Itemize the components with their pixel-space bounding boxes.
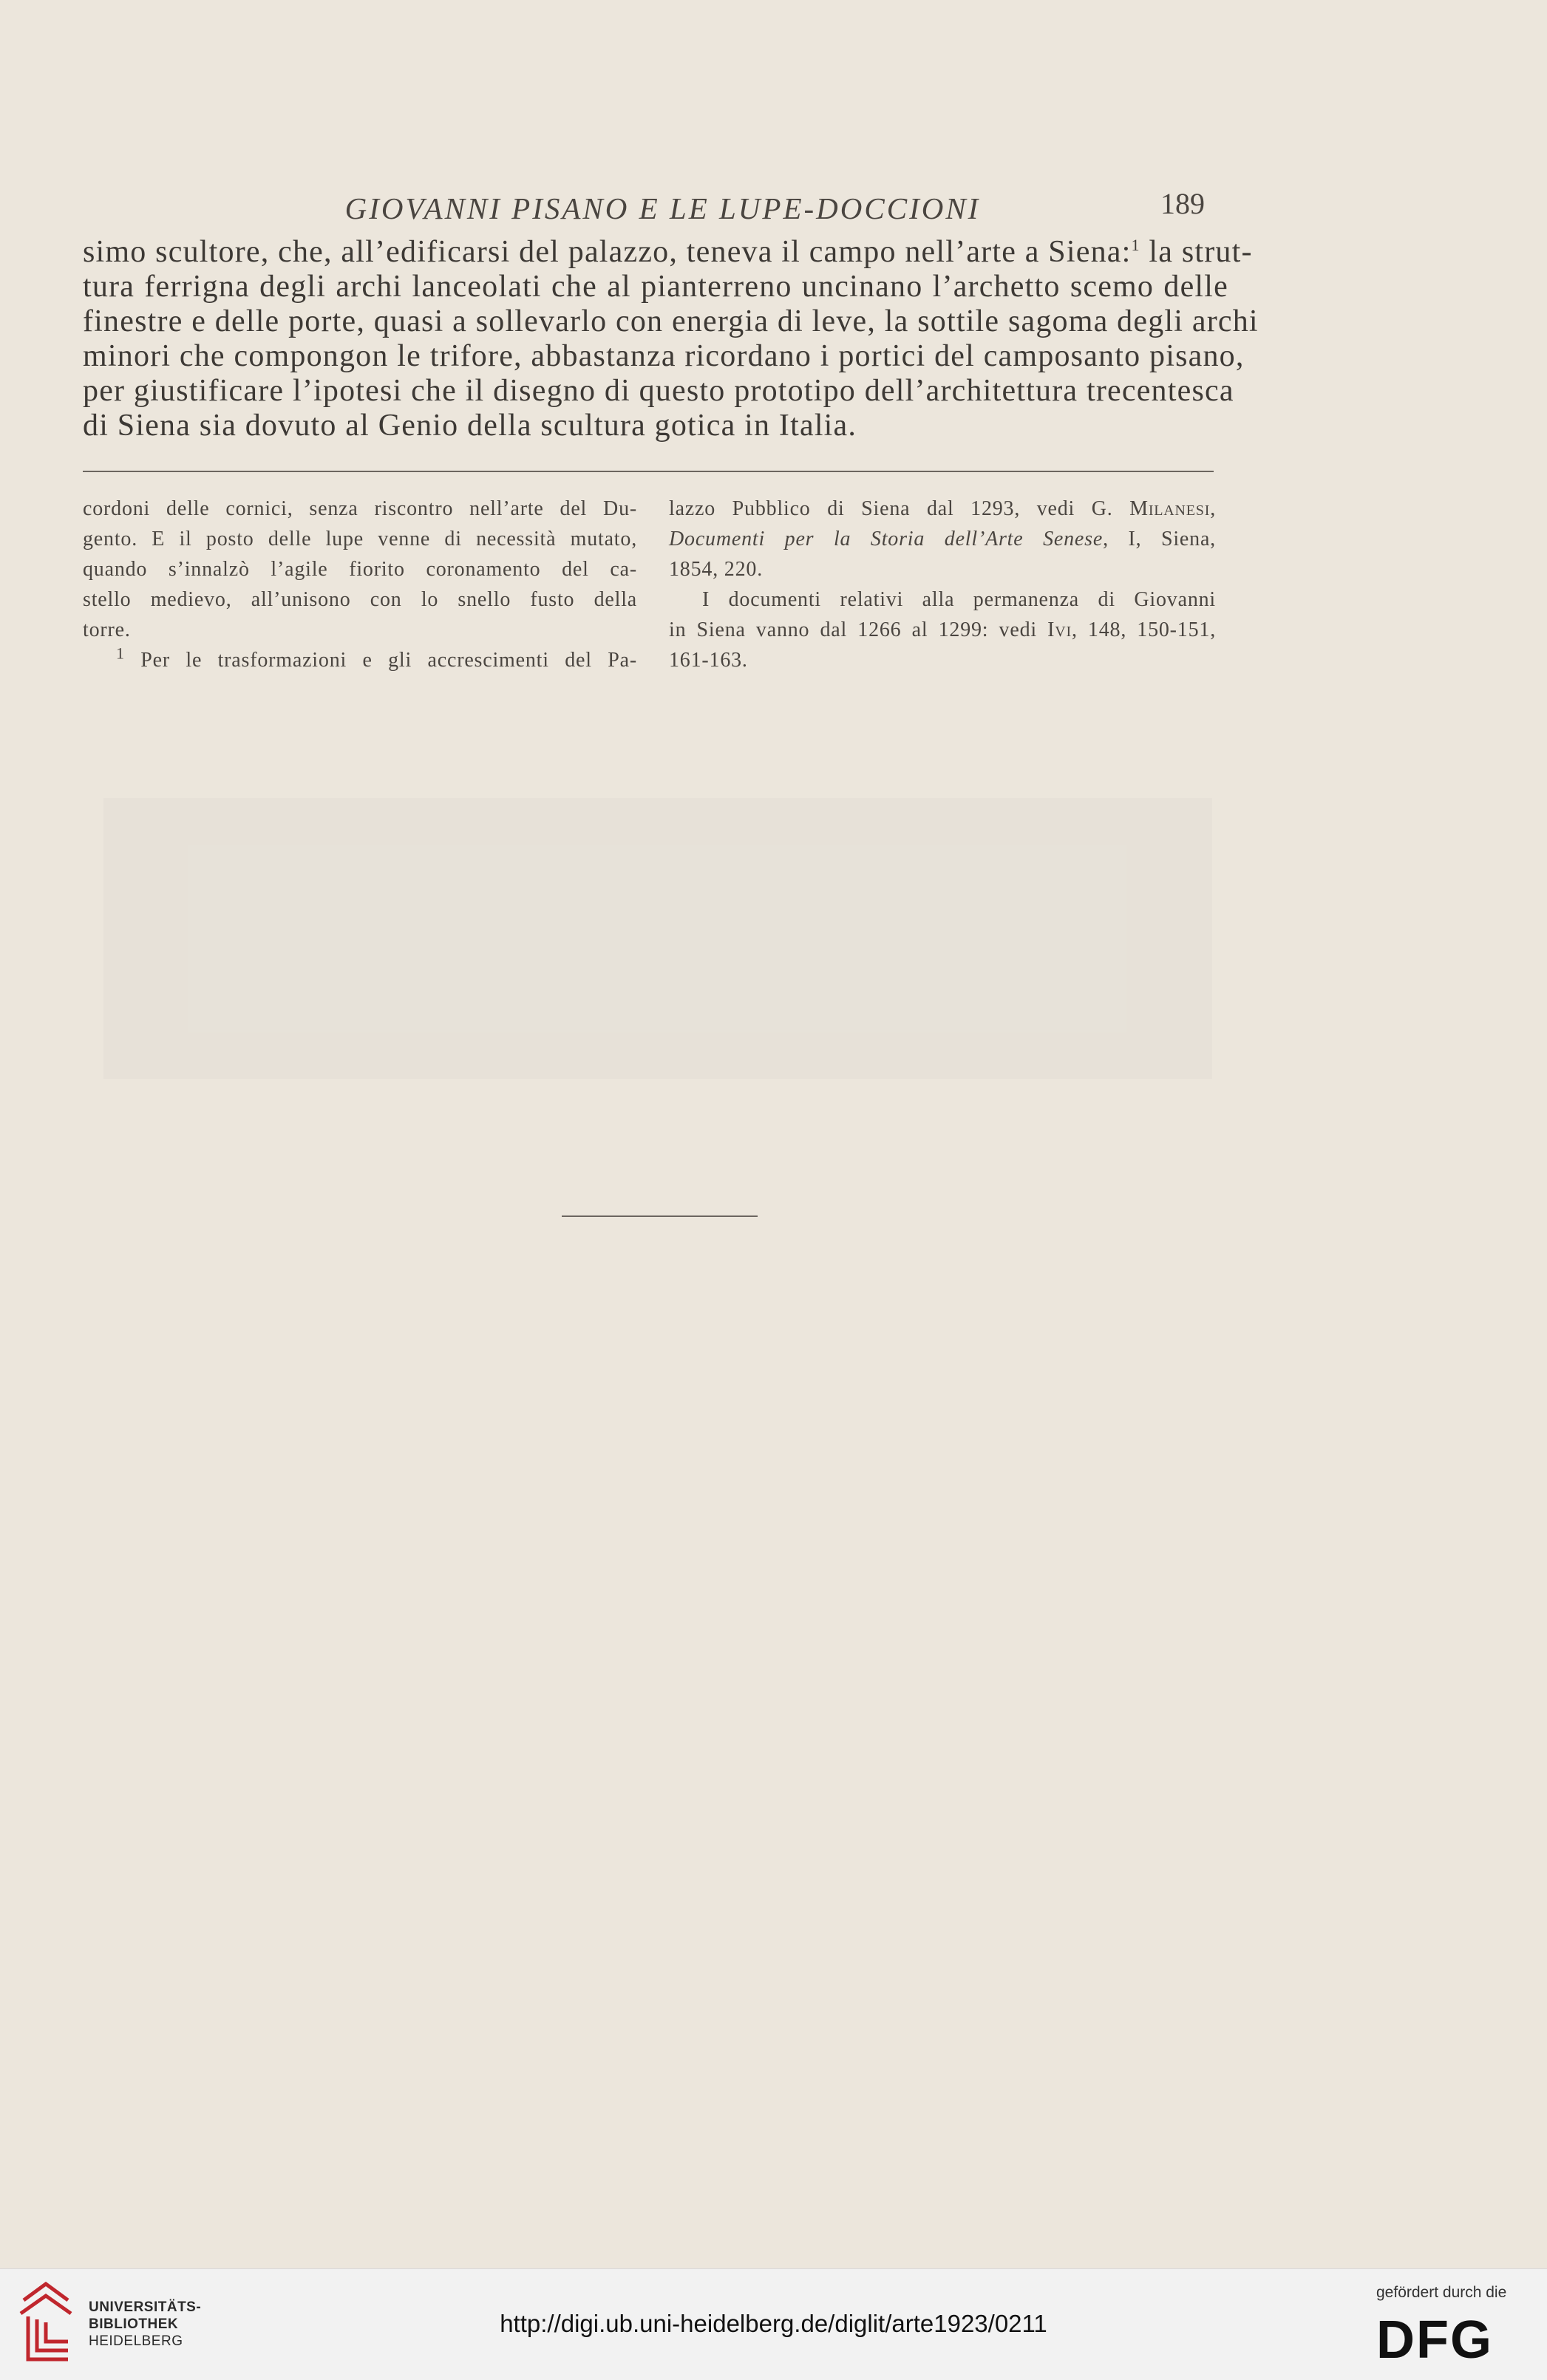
- footnote-line: torre.: [83, 618, 131, 641]
- body-line: finestre e delle porte, quasi a sollevarlo con energia di leve, la sottile sagoma degli archi: [83, 304, 1259, 338]
- dfg-logo-icon: [1376, 2313, 1524, 2365]
- footnote-line: Documenti per la Storia dell’Arte Senese, I, Siena,: [669, 528, 1216, 550]
- footnote-line: lazzo Pubblico di Siena dal 1293, vedi G. Milanesi,: [669, 497, 1216, 520]
- running-title: GIOVANNI PISANO E LE LUPE-DOCCIONI: [344, 191, 981, 225]
- body-paragraph: [83, 235, 1259, 443]
- dfg-logo-text: DFG: [1376, 2313, 1493, 2365]
- section-rule: [562, 1215, 758, 1217]
- footnote-line: quando s’innalzò l’agile fiorito coronamento del ca-: [83, 558, 637, 581]
- viewer-footer: [0, 2268, 1547, 2380]
- footnote-line: 161-163.: [669, 649, 748, 672]
- body-line: tura ferrigna degli archi lanceolati che al pianterreno uncinano l’archetto scemo delle: [83, 270, 1228, 304]
- page-number: 189: [1160, 187, 1205, 220]
- library-name: UNIVERSITÄTS- BIBLIOTHEK HEIDELBERG: [89, 2299, 202, 2349]
- funding-label: gefördert durch die: [1376, 2284, 1507, 2301]
- ibid-reference: Ivi: [1047, 618, 1072, 641]
- body-line: simo scultore, che, all’edificarsi del palazzo, teneva il campo nell’arte a Siena:$^1$ la strut-: [83, 235, 1253, 269]
- footnote-line: $^1$ Per le trasformazioni e gli accrescimenti del Pa-: [116, 644, 637, 672]
- footnote-line: gento. E il posto delle lupe venne di necessità mutato,: [83, 528, 637, 550]
- footnotes-right-column: [669, 494, 1216, 675]
- book-title: Documenti per la Storia dell’Arte Senese: [669, 528, 1104, 550]
- footnote-line: I documenti relativi alla permanenza di Giovanni: [702, 588, 1216, 611]
- footnote-line: cordoni delle cornici, senza riscontro nell’arte del Du-: [83, 497, 637, 520]
- body-line: per giustificare l’ipotesi che il disegno di questo prototipo dell’architettura trecentesca: [83, 374, 1234, 408]
- body-line: minori che compongon le trifore, abbastanza ricordano i portici del camposanto pisano,: [83, 339, 1245, 373]
- permalink-url[interactable]: http://digi.ub.uni-heidelberg.de/diglit/arte1923/0211: [500, 2310, 1047, 2337]
- author-name: Milanesi: [1129, 497, 1211, 520]
- footnote-line: stello medievo, all’unisono con lo snello fusto della: [83, 588, 637, 611]
- footnote-marker: 1: [116, 644, 125, 663]
- footnote-separator: [83, 471, 1214, 472]
- footnote-line: 1854, 220.: [669, 558, 763, 581]
- footnote-marker: 1: [1131, 236, 1140, 254]
- show-through-plate: [103, 798, 1212, 1079]
- footnote-line: in Siena vanno dal 1266 al 1299: vedi Ivi, 148, 150-151,: [669, 618, 1217, 641]
- footnotes-left-column: [83, 494, 637, 675]
- body-line: di Siena sia dovuto al Genio della scultura gotica in Italia.: [83, 409, 857, 443]
